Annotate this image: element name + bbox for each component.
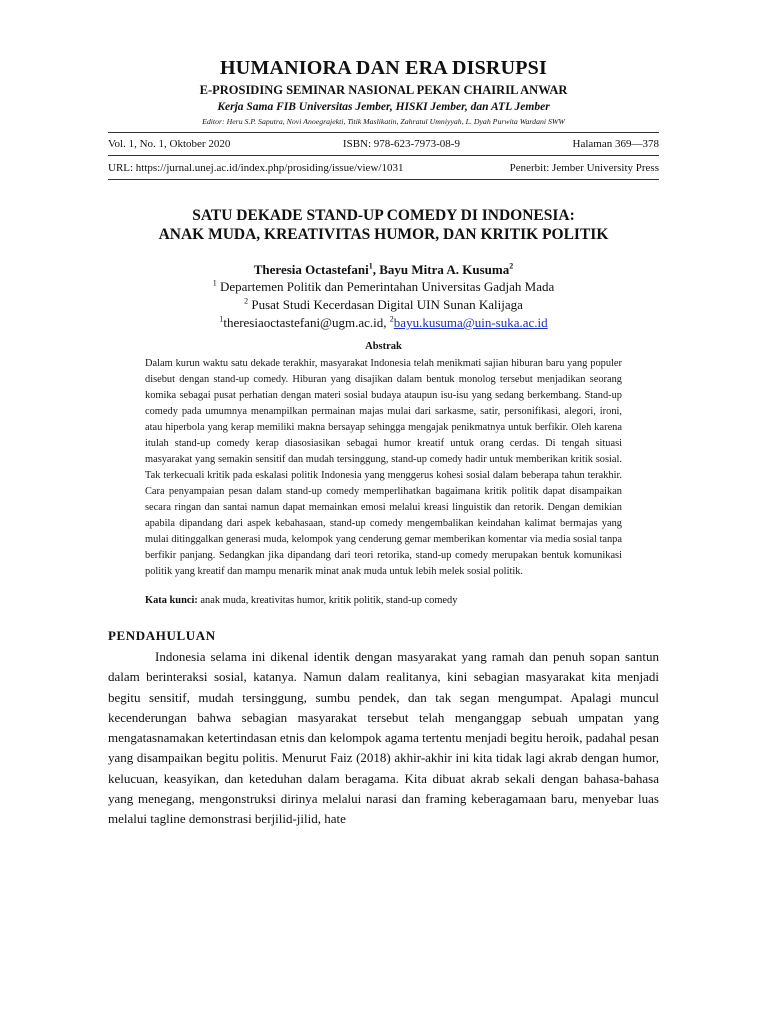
header-rule-bottom	[108, 179, 659, 180]
journal-url[interactable]: URL: https://jurnal.unej.ac.id/index.php/prosiding/issue/view/1031	[108, 162, 404, 174]
affiliation-1-mark: 1	[212, 278, 217, 288]
abstract-heading: Abstrak	[365, 341, 402, 352]
journal-editors: Editor: Heru S.P. Saputra, Novi Anoegrajekti, Titik Maslikatin, Zahratul Umniyyah, L. Dyah Purwita Wardani SWW	[202, 117, 565, 126]
email-1-mark: 1	[219, 314, 224, 324]
article-title	[108, 206, 659, 244]
email-2-link[interactable]: bayu.kusuma@uin-suka.ac.id	[393, 315, 548, 330]
author-separator: ,	[372, 262, 380, 277]
publisher-info: Penerbit: Jember University Press	[509, 162, 659, 174]
author-emails	[108, 314, 659, 332]
section-heading-introduction: PENDAHULUAN	[108, 628, 216, 643]
affiliation-1	[108, 278, 659, 296]
author-2: Bayu Mitra A. Kusuma	[379, 262, 510, 277]
article-title-line-1: SATU DEKADE STAND-UP COMEDY DI INDONESIA:	[192, 207, 575, 224]
author-2-affil-mark: 2	[509, 261, 514, 271]
meta-row-volume	[108, 133, 659, 155]
author-list	[108, 262, 659, 278]
author-1-affil-mark: 1	[368, 261, 373, 271]
affiliation-2	[108, 296, 659, 314]
meta-row-url	[108, 156, 659, 179]
keywords-list: anak muda, kreativitas humor, kritik politik, stand-up comedy	[197, 595, 458, 606]
keywords-label: Kata kunci:	[145, 595, 198, 606]
affiliation-2-text: Pusat Studi Kecerdasan Digital UIN Sunan Kalijaga	[248, 297, 523, 312]
author-1: Theresia Octastefani	[253, 262, 369, 277]
email-1[interactable]: theresiaoctastefani@ugm.ac.id,	[223, 315, 390, 330]
abstract-text: Dalam kurun waktu satu dekade terakhir, masyarakat Indonesia telah menikmati sajian hiburan baru yang populer disebut dengan stand-up comedy. Hiburan yang disajikan dalam bentuk monolog tersebut menjadikan seorang komika sebagai pusat perhatian dengan materi sosial budaya ataupun isu-isu yang sedang berkembang. Stand-up comedy pada umumnya menampilkan permainan majas mulai dari sarkasme, satir, personifikasi, alegori, ironi, atau hiperbola yang kerap memiliki makna bersayap sehingga mengajak penikmatnya untuk berfikir. Oleh karena itulah stand-up comedy kerap diasosiasikan sebagai humor kreatif untuk orang cerdas. Di tengah situasi masyarakat yang semakin sensitif dan mudah tersinggung, stand-up comedy hadir untuk memberikan kritik sosial. Tak terkecuali kritik pada eskalasi politik Indonesia yang menggerus kohesi sosial dalam beberapa tahun terakhir. Cara penyampaian pesan dalam stand-up comedy memperlihatkan bagaimana kritik politik dapat disampaikan secara ringan dan santai namun dapat memainkan emosi melalui kreasi linguistik dan retorik. Dengan demikian apabila dipandang dari aspek kebahasaan, stand-up comedy mengembalikan keindahan kalimat bermajas yang mulai ditinggalkan generasi muda, kelompok yang cenderung gemar memberikan komentar via media sosial tanpa berfikir panjang. Sedangkan jika dipandang dari teori retorika, stand-up comedy merupakan bentuk komunikasi politik yang kreatif dan mampu menarik minat anak muda untuk lebih melek sosial politik.	[145, 358, 622, 577]
volume-info: Vol. 1, No. 1, Oktober 2020	[108, 138, 231, 150]
journal-subtitle: E-PROSIDING SEMINAR NASIONAL PEKAN CHAIRIL ANWAR	[199, 83, 568, 97]
email-2-mark: 2	[389, 314, 394, 324]
page-range: Halaman 369—378	[572, 138, 659, 150]
affiliation-2-mark: 2	[244, 296, 249, 306]
keywords	[145, 594, 622, 608]
article-title-line-2: ANAK MUDA, KREATIVITAS HUMOR, DAN KRITIK POLITIK	[158, 226, 609, 243]
journal-title: HUMANIORA DAN ERA DISRUPSI	[220, 57, 547, 79]
isbn-info: ISBN: 978-623-7973-08-9	[342, 138, 460, 150]
affiliation-1-text: Departemen Politik dan Pemerintahan Universitas Gadjah Mada	[216, 279, 555, 294]
paper-page	[108, 0, 659, 830]
introduction-paragraph: Indonesia selama ini dikenal identik dengan masyarakat yang ramah dan penuh sopan santun dalam berinteraksi sosial, katanya. Namun dalam realitanya, kini sebagian masyarakat kita menjadi begitu sensitif, mudah tersinggung, sumbu pendek, dan tak segan mengumpat. Apalagi muncul kecenderungan bahwa sebagian masyarakat tersebut telah menganggap sebuah umpatan yang mengatasnamakan ketertindasan etnis dan kelompok agama tertentu menjadi begitu heroik, padahal pesan yang disampaikan begitu politis. Menurut Faiz (2018) akhir-akhir ini kita tidak lagi akrab dengan humor, kelucuan, keasyikan, dan keteduhan dalam beragama. Kita dibuat akrab sekali dengan bahasa-bahasa yang menegang, mengonstruksi dirinya melalui narasi dan framing keberagamaan baru, menyebar luas melalui tagline demonstrasi berjilid-jilid, hate	[108, 649, 659, 827]
journal-cooperation: Kerja Sama FIB Universitas Jember, HISKI Jember, dan ATL Jember	[217, 101, 550, 113]
